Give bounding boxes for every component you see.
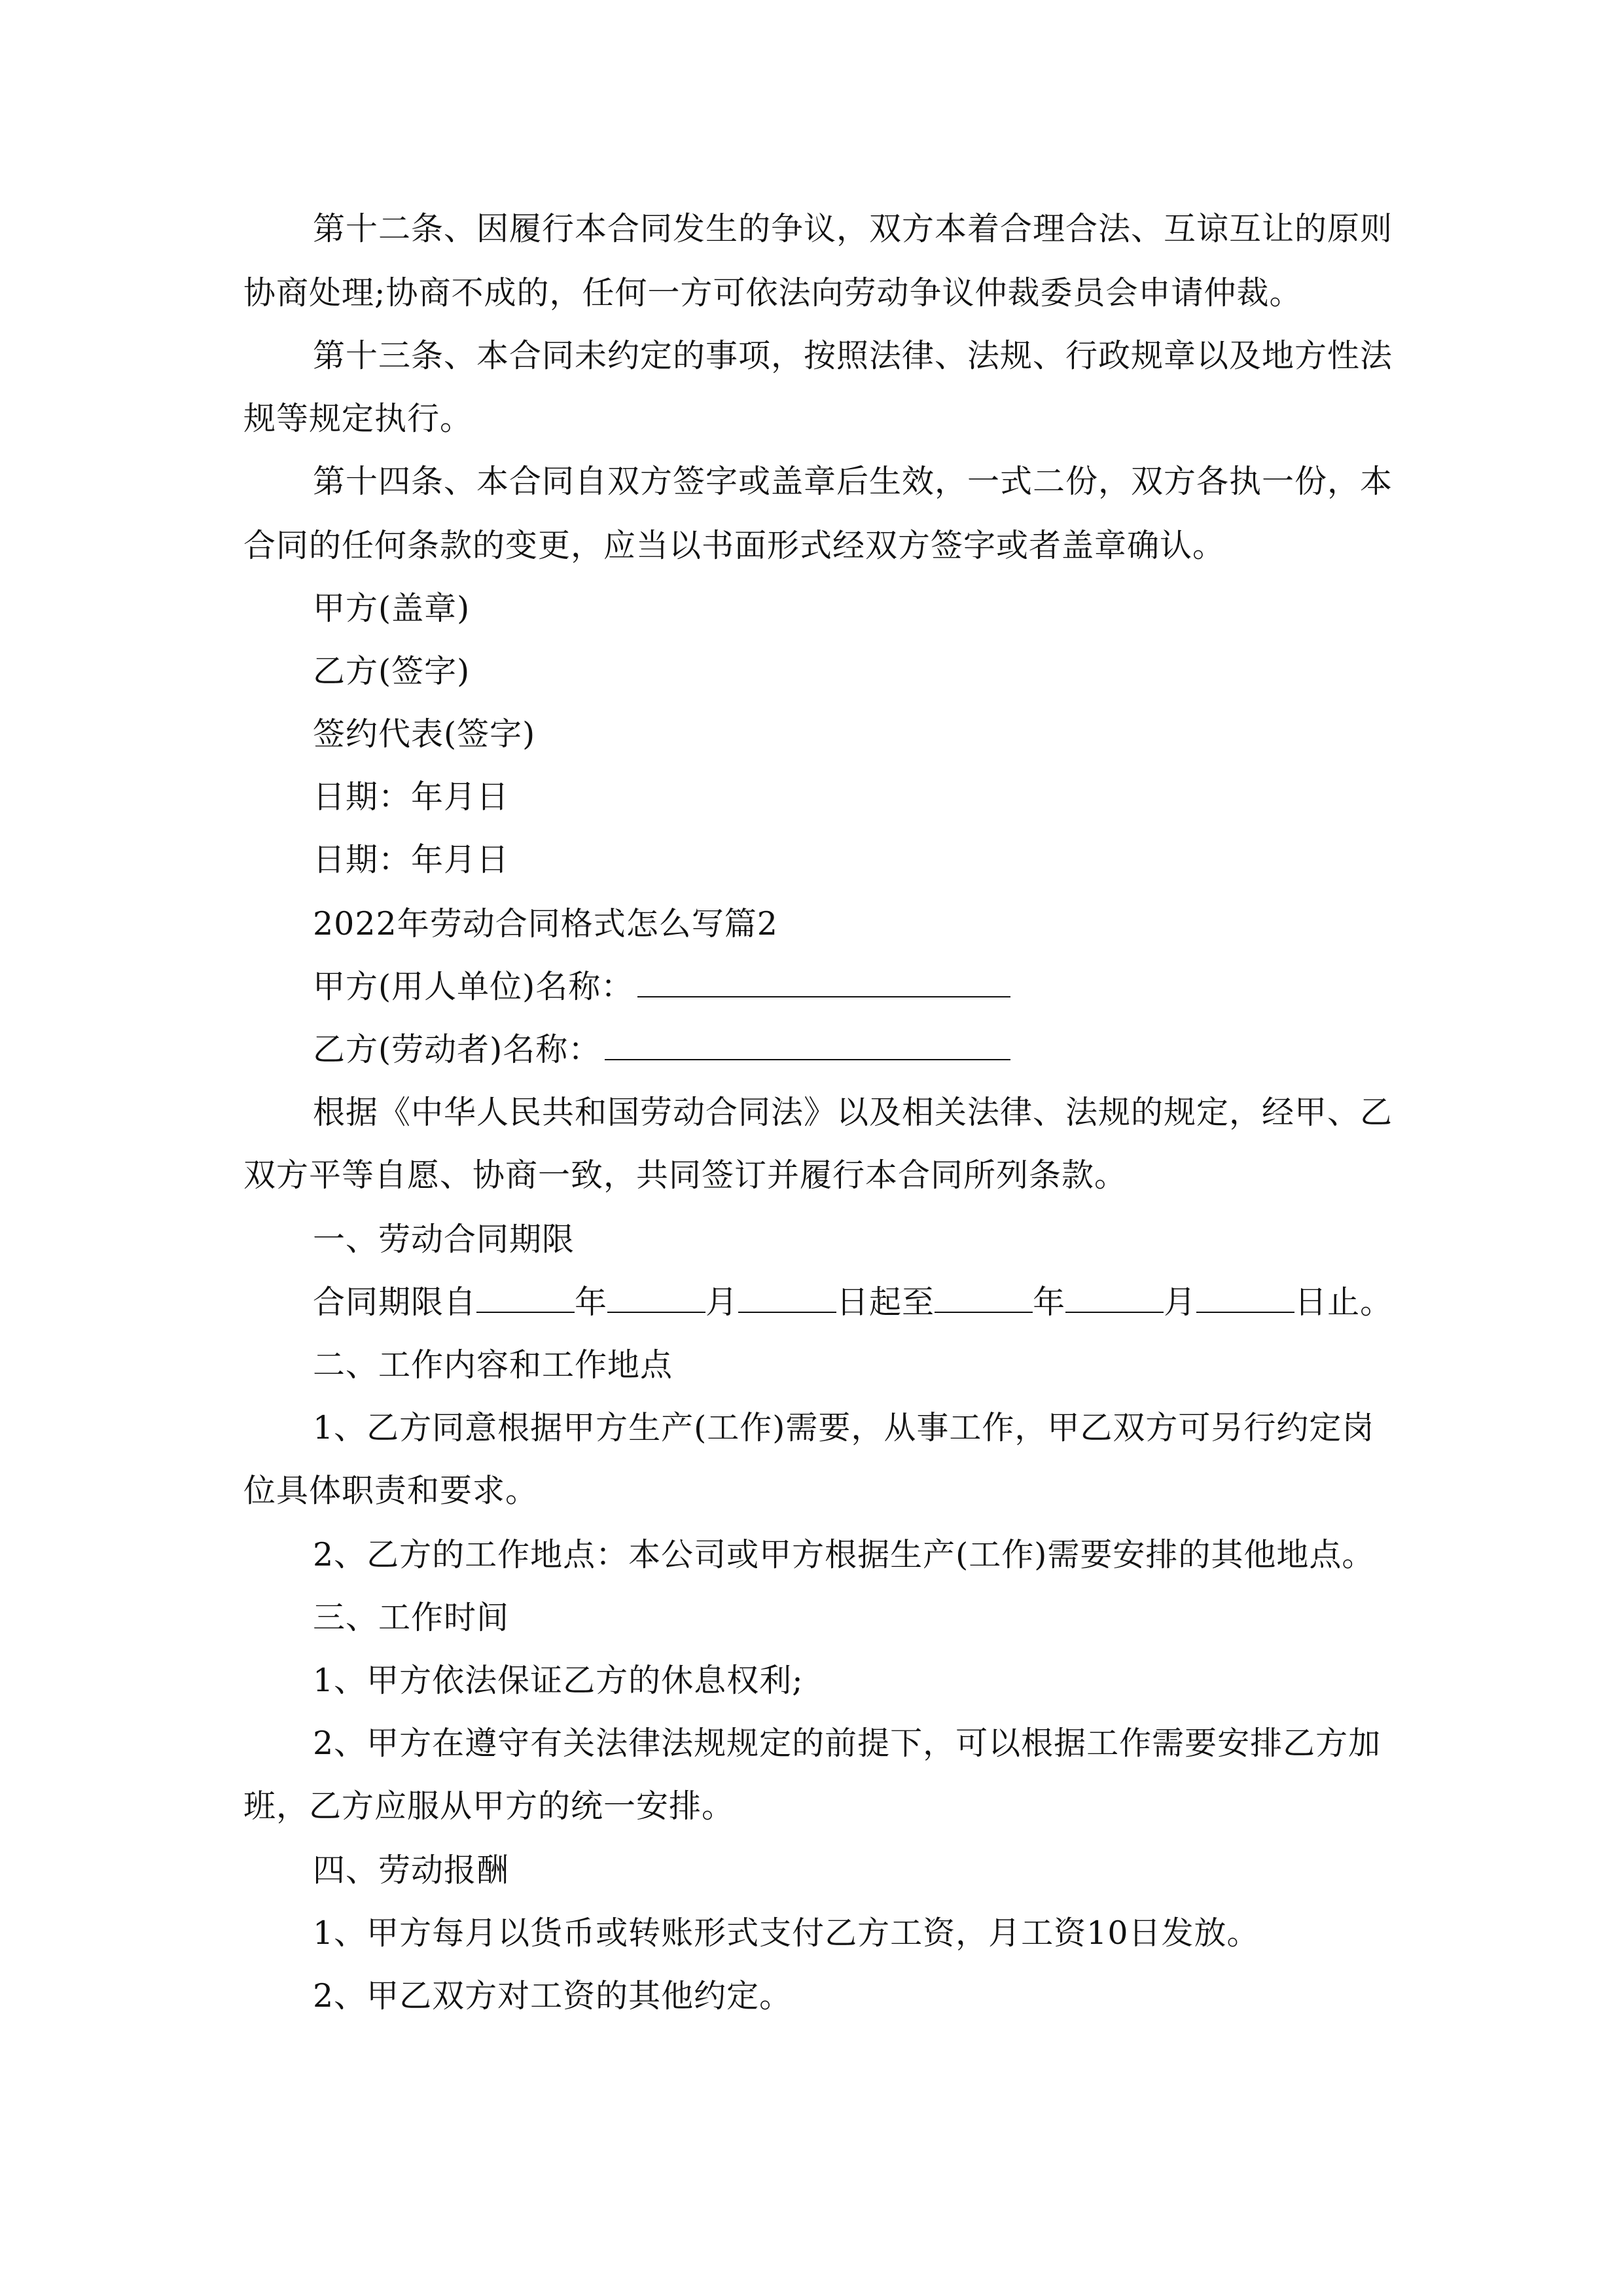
paragraph-line: 第十三条、本合同未约定的事项，按照法律、法规、行政规章以及地方性法 (313, 337, 1393, 374)
paragraph-line: 2、甲方在遵守有关法律法规规定的前提下，可以根据工作需要安排乙方加 (313, 1725, 1382, 1762)
end-month-blank (1065, 1279, 1164, 1313)
paragraph-line: 位具体职责和要求。 (243, 1472, 539, 1509)
party-b-name-blank (605, 1026, 1010, 1060)
term-from-label: 合同期限自 (313, 1283, 477, 1321)
end-year-blank (935, 1279, 1033, 1313)
paragraph-line: 1、甲方每月以货币或转账形式支付乙方工资，月工资10日发放。 (313, 1914, 1260, 1952)
start-year-blank (476, 1279, 575, 1313)
date-line: 日期：年月日 (313, 841, 510, 878)
year-label: 年 (575, 1283, 608, 1321)
party-b-sign-line: 乙方(签字) (313, 653, 471, 690)
month-label: 月 (1164, 1283, 1197, 1321)
term-end-label: 日止。 (1294, 1283, 1393, 1321)
party-b-name-field (313, 1024, 1462, 1076)
paragraph-line: 第十二条、因履行本合同发生的争议，双方本着合理合法、互谅互让的原则 (313, 210, 1393, 247)
heading-contract-term: 一、劳动合同期限 (313, 1221, 575, 1258)
paragraph-line: 规等规定执行。 (243, 400, 473, 437)
paragraph-line: 第十四条、本合同自双方签字或盖章后生效，一式二份，双方各执一份，本 (313, 463, 1393, 500)
paragraph-line: 1、乙方同意根据甲方生产(工作)需要，从事工作，甲乙双方可另行约定岗 (313, 1409, 1375, 1446)
paragraph-line: 2、甲乙双方对工资的其他约定。 (313, 1977, 793, 2015)
representative-sign-line: 签约代表(签字) (313, 715, 536, 753)
heading-remuneration: 四、劳动报酬 (313, 1852, 510, 1889)
section-title: 2022年劳动合同格式怎么写篇2 (313, 905, 778, 942)
heading-work-time: 三、工作时间 (313, 1599, 510, 1636)
paragraph-line: 1、甲方依法保证乙方的休息权利; (313, 1662, 804, 1699)
paragraph-line: 合同的任何条款的变更，应当以书面形式经双方签字或者盖章确认。 (243, 527, 1226, 564)
paragraph-line: 班，乙方应服从甲方的统一安排。 (243, 1787, 735, 1825)
party-a-name-label: 甲方(用人单位)名称： (313, 968, 634, 1005)
party-b-name-label: 乙方(劳动者)名称： (313, 1031, 601, 1068)
paragraph-line: 双方平等自愿、协商一致，共同签订并履行本合同所列条款。 (243, 1157, 1128, 1194)
start-month-blank (607, 1279, 705, 1313)
term-to-label: 日起至 (836, 1283, 935, 1321)
end-day-blank (1196, 1279, 1294, 1313)
year-label: 年 (1033, 1283, 1066, 1321)
month-label: 月 (705, 1283, 739, 1321)
heading-work-content: 二、工作内容和工作地点 (313, 1346, 673, 1384)
paragraph-line: 协商处理;协商不成的，任何一方可依法向劳动争议仲裁委员会申请仲裁。 (243, 274, 1302, 312)
party-a-seal-line: 甲方(盖章) (313, 590, 471, 627)
contract-term-line (313, 1276, 1462, 1329)
date-line: 日期：年月日 (313, 778, 510, 816)
start-day-blank (738, 1279, 836, 1313)
paragraph-line: 2、乙方的工作地点：本公司或甲方根据生产(工作)需要安排的其他地点。 (313, 1536, 1375, 1573)
paragraph-line: 根据《中华人民共和国劳动合同法》以及相关法律、法规的规定，经甲、乙 (313, 1094, 1393, 1131)
party-a-name-blank (637, 963, 1010, 997)
party-a-name-field (313, 961, 1462, 1013)
